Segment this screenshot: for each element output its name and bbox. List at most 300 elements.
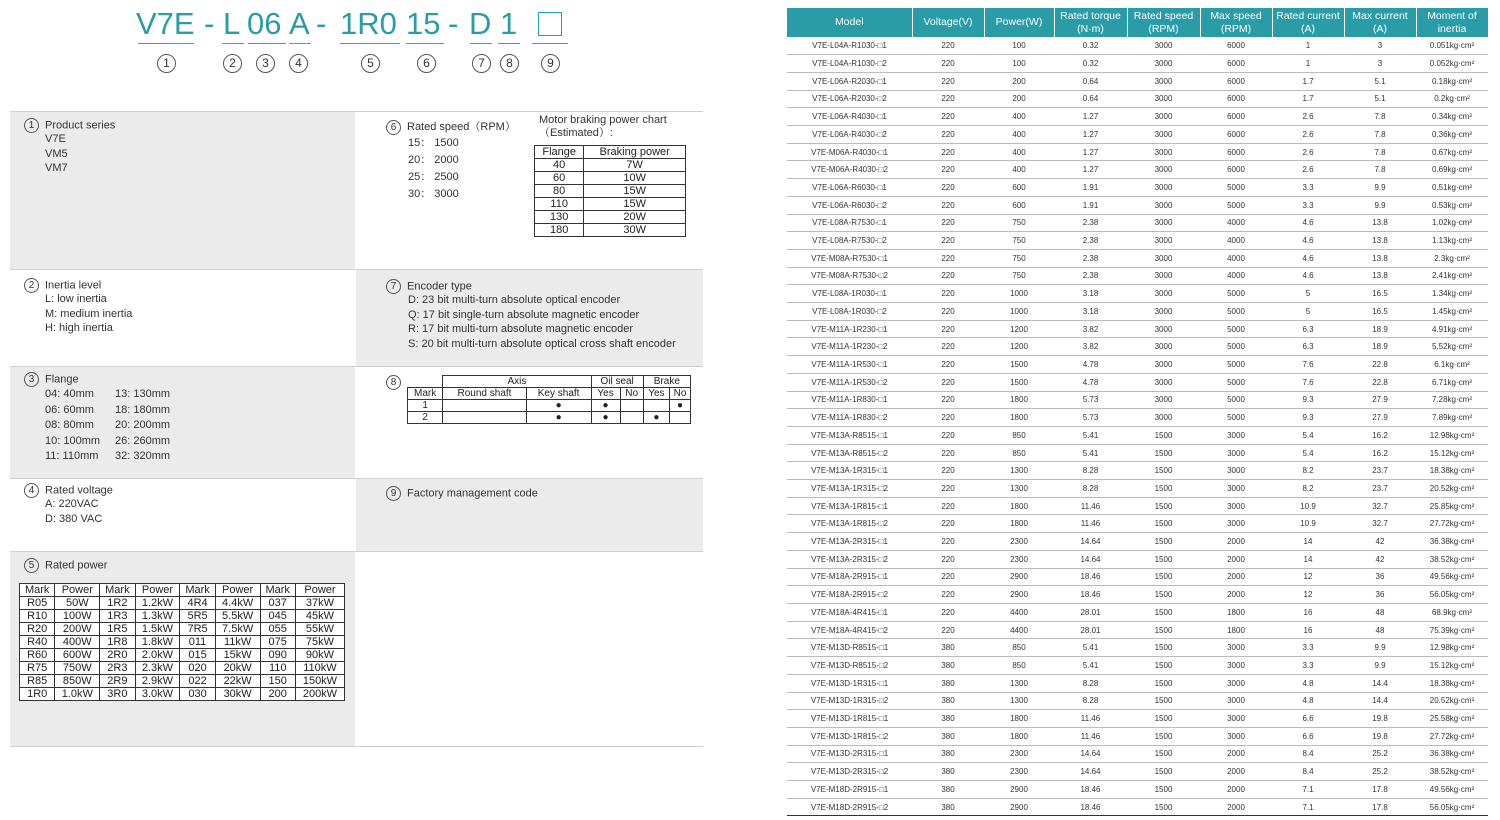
spec-cell: 1.27: [1054, 108, 1127, 126]
power-cell: 45kW: [295, 610, 344, 623]
braking-cell: 20W: [584, 211, 686, 224]
spec-cell: 32.7: [1344, 515, 1416, 533]
spec-cell: 5.1: [1344, 72, 1416, 90]
spec-table-header: [787, 8, 1488, 37]
spec-cell: 3000: [1127, 126, 1200, 144]
power-cell: 22kW: [215, 675, 260, 688]
spec-cell: 6.6: [1272, 727, 1344, 745]
spec-cell: 1000: [984, 285, 1054, 303]
spec-cell: 2.6: [1272, 108, 1344, 126]
power-cell: 020: [180, 662, 215, 675]
spec-cell: 13.8: [1344, 214, 1416, 232]
spec-cell: 7.8: [1344, 108, 1416, 126]
marker-8: 8: [500, 54, 519, 73]
spec-cell: 3.18: [1054, 285, 1127, 303]
options-subheader-cell: No: [670, 388, 691, 400]
flange-item: 11: 110mm: [45, 450, 99, 462]
model-cell: V7E-L08A-R7530-□2: [787, 232, 912, 250]
spec-cell: 220: [912, 214, 984, 232]
flange-item: 10: 100mm: [45, 434, 101, 447]
spec-cell: 1800: [984, 497, 1054, 515]
spec-cell: 3000: [1127, 232, 1200, 250]
spec-cell: 1.27: [1054, 161, 1127, 179]
spec-cell: 220: [912, 409, 984, 427]
braking-cell: 80: [535, 185, 584, 198]
power-cell: 75kW: [295, 636, 344, 649]
spec-cell: 10.9: [1272, 515, 1344, 533]
code-separator: -: [316, 6, 327, 41]
spec-cell: 7.6: [1272, 356, 1344, 374]
braking-cell: 180: [535, 224, 584, 237]
spec-cell: 2.41kg·cm²: [1416, 267, 1488, 285]
spec-cell: 3000: [1200, 710, 1272, 728]
model-cell: V7E-M11A-1R530-□1: [787, 356, 912, 374]
model-cell: V7E-M13D-R8515-□1: [787, 639, 912, 657]
power-cell: 015: [180, 649, 215, 662]
power-header-cell: Power: [55, 584, 100, 597]
spec-table-row: [787, 320, 1488, 338]
spec-cell: 1.7: [1272, 90, 1344, 108]
spec-table-row: [787, 267, 1488, 285]
spec-cell: 220: [912, 604, 984, 622]
spec-cell: 0.18kg·cm²: [1416, 72, 1488, 90]
braking-power-table: [534, 145, 686, 237]
options-cell: 2: [408, 412, 443, 424]
model-cell: V7E-M18D-2R915-□1: [787, 781, 912, 799]
power-cell: 2.0kW: [135, 649, 180, 662]
power-cell: 7R5: [180, 623, 215, 636]
spec-table: [787, 8, 1489, 816]
spec-cell: 1500: [1127, 745, 1200, 763]
spec-cell: 14.64: [1054, 763, 1127, 781]
spec-cell: 27.9: [1344, 409, 1416, 427]
spec-table-row: [787, 692, 1488, 710]
number-badge: 6: [386, 120, 401, 135]
spec-cell: 0.69kg·cm²: [1416, 161, 1488, 179]
product-series-list: [45, 132, 68, 176]
spec-table-row: [787, 108, 1488, 126]
spec-cell: 9.9: [1344, 657, 1416, 675]
spec-cell: 1500: [1127, 727, 1200, 745]
options-subheader-cell: Key shaft: [526, 388, 591, 400]
spec-cell: 850: [984, 639, 1054, 657]
spec-cell: 1500: [1127, 657, 1200, 675]
model-cell: V7E-M06A-R4030-□2: [787, 161, 912, 179]
braking-table-row: [535, 224, 686, 237]
spec-cell: 3000: [1200, 462, 1272, 480]
spec-cell: 220: [912, 303, 984, 321]
spec-cell: 28.01: [1054, 604, 1127, 622]
spec-cell: 3000: [1127, 249, 1200, 267]
options-cell: ●: [591, 412, 620, 424]
spec-cell: 25.85kg·cm²: [1416, 497, 1488, 515]
spec-cell: 12.98kg·cm²: [1416, 639, 1488, 657]
rated-power-label: Rated power: [45, 559, 108, 572]
options-table-body: [408, 400, 691, 424]
spec-cell: 6.1kg·cm²: [1416, 356, 1488, 374]
spec-cell: 18.38kg·cm²: [1416, 462, 1488, 480]
marker-3: 3: [256, 54, 275, 73]
flange-item: 04: 40mm: [45, 388, 94, 400]
spec-cell: 220: [912, 550, 984, 568]
rated-power-title: [24, 558, 107, 573]
spec-header-cell: [984, 8, 1054, 37]
code-separator: -: [204, 6, 215, 41]
options-subheader-cell: Yes: [591, 388, 620, 400]
options-cell: ●: [591, 400, 620, 412]
voltage-title: [24, 483, 113, 498]
encoder-list: [408, 293, 676, 351]
model-cell: V7E-M11A-1R230-□2: [787, 338, 912, 356]
power-cell: 2R9: [100, 675, 135, 688]
power-cell: 4R4: [180, 597, 215, 610]
spec-cell: 3000: [1127, 338, 1200, 356]
spec-cell: 380: [912, 745, 984, 763]
options-group-oil-seal: Oil seal: [591, 376, 643, 388]
options-group-brake: Brake: [643, 376, 690, 388]
spec-cell: 3.3: [1272, 639, 1344, 657]
spec-cell: 68.9kg·cm²: [1416, 604, 1488, 622]
spec-cell: 15.12kg·cm²: [1416, 657, 1488, 675]
spec-cell: 5000: [1200, 320, 1272, 338]
spec-cell: 6000: [1200, 161, 1272, 179]
spec-cell: 42: [1344, 533, 1416, 551]
spec-cell: 14: [1272, 533, 1344, 551]
spec-cell: 9.9: [1344, 179, 1416, 197]
spec-cell: 1200: [984, 320, 1054, 338]
spec-table-row: [787, 303, 1488, 321]
model-cell: V7E-M13D-2R315-□1: [787, 745, 912, 763]
power-cell: 90kW: [295, 649, 344, 662]
spec-cell: 49.56kg·cm²: [1416, 781, 1488, 799]
model-cell: V7E-M18A-4R415-□2: [787, 621, 912, 639]
inertia-title: [24, 278, 101, 293]
model-cell: V7E-M13A-1R815-□1: [787, 497, 912, 515]
spec-cell: 14: [1272, 550, 1344, 568]
power-table-row: [20, 649, 345, 662]
spec-cell: 27.9: [1344, 391, 1416, 409]
spec-header-line: inertia: [1437, 22, 1467, 35]
spec-cell: 4400: [984, 604, 1054, 622]
spec-cell: 220: [912, 72, 984, 90]
spec-cell: 5.1: [1344, 90, 1416, 108]
power-header-cell: Mark: [100, 584, 135, 597]
power-table-body: [20, 597, 345, 701]
spec-cell: 0.2kg·cm²: [1416, 90, 1488, 108]
spec-cell: 3000: [1127, 373, 1200, 391]
spec-cell: 42: [1344, 550, 1416, 568]
power-cell: 55kW: [295, 623, 344, 636]
options-table-row: [408, 412, 691, 424]
power-cell: 090: [260, 649, 295, 662]
options-table: [407, 375, 691, 424]
spec-table-row: [787, 72, 1488, 90]
power-cell: 110: [260, 662, 295, 675]
spec-cell: 2.6: [1272, 126, 1344, 144]
product-series-item: V7E: [45, 133, 66, 145]
model-cell: V7E-M13A-1R315-□1: [787, 462, 912, 480]
spec-cell: 3000: [1127, 391, 1200, 409]
spec-cell: 1800: [984, 727, 1054, 745]
spec-cell: 18.9: [1344, 338, 1416, 356]
power-cell: 2.9kW: [135, 675, 180, 688]
spec-header-line: Max speed: [1210, 9, 1262, 22]
spec-cell: 2000: [1200, 798, 1272, 816]
model-cell: V7E-L06A-R4030-□1: [787, 108, 912, 126]
spec-header-line: (N·m): [1077, 22, 1104, 35]
spec-cell: 1.91: [1054, 196, 1127, 214]
braking-cell: 15W: [584, 185, 686, 198]
spec-cell: 750: [984, 267, 1054, 285]
options-title: [386, 375, 407, 390]
spec-cell: 3000: [1200, 674, 1272, 692]
options-corner-cell: [408, 376, 443, 388]
spec-header-cell: [1127, 8, 1200, 37]
power-cell: 110kW: [295, 662, 344, 675]
spec-header-cell: [1416, 8, 1488, 37]
spec-cell: 1.7: [1272, 72, 1344, 90]
spec-cell: 0.34kg·cm²: [1416, 108, 1488, 126]
model-cell: V7E-M13D-1R815-□1: [787, 710, 912, 728]
rated-speed-item: 30： 3000: [408, 188, 459, 200]
braking-cell: 110: [535, 198, 584, 211]
spec-table-row: [787, 657, 1488, 675]
spec-cell: 380: [912, 781, 984, 799]
spec-cell: 3000: [1127, 72, 1200, 90]
flange-label: Flange: [45, 373, 79, 386]
spec-cell: 25.58kg·cm²: [1416, 710, 1488, 728]
spec-header-line: Rated speed: [1133, 9, 1194, 22]
spec-cell: 5000: [1200, 196, 1272, 214]
spec-cell: 220: [912, 143, 984, 161]
spec-table-row: [787, 763, 1488, 781]
spec-cell: 1500: [1127, 568, 1200, 586]
marker-4: 4: [289, 54, 308, 73]
spec-table-row: [787, 710, 1488, 728]
spec-cell: 1800: [1200, 621, 1272, 639]
spec-cell: 5: [1272, 285, 1344, 303]
power-header-cell: Mark: [180, 584, 215, 597]
spec-table-row: [787, 143, 1488, 161]
spec-cell: 220: [912, 338, 984, 356]
rated-speed-list: [408, 135, 459, 203]
spec-table-row: [787, 515, 1488, 533]
spec-table-row: [787, 426, 1488, 444]
spec-cell: 6000: [1200, 108, 1272, 126]
spec-cell: 1500: [1127, 426, 1200, 444]
spec-cell: 380: [912, 763, 984, 781]
spec-cell: 3.18: [1054, 303, 1127, 321]
voltage-item: D: 380 VAC: [45, 512, 103, 525]
power-header-cell: Power: [135, 584, 180, 597]
spec-cell: 220: [912, 126, 984, 144]
spec-cell: 3000: [1127, 90, 1200, 108]
power-cell: R20: [20, 623, 55, 636]
braking-table-row: [535, 198, 686, 211]
spec-cell: 1500: [1127, 639, 1200, 657]
spec-cell: 1.45kg·cm²: [1416, 303, 1488, 321]
spec-cell: 8.4: [1272, 745, 1344, 763]
model-cell: V7E-M13D-1R815-□2: [787, 727, 912, 745]
spec-cell: 220: [912, 55, 984, 73]
options-cell: [443, 412, 526, 424]
spec-header-cell: [1200, 8, 1272, 37]
model-cell: V7E-M18A-2R915-□2: [787, 586, 912, 604]
spec-cell: 5000: [1200, 409, 1272, 427]
rated-speed-title: [386, 118, 516, 135]
spec-cell: 6000: [1200, 90, 1272, 108]
options-subheader-cell: Mark: [408, 388, 443, 400]
inertia-item: H: high inertia: [45, 322, 113, 334]
spec-cell: 8.28: [1054, 462, 1127, 480]
spec-cell: 3000: [1200, 515, 1272, 533]
spec-cell: 3000: [1127, 108, 1200, 126]
spec-cell: 5.41: [1054, 426, 1127, 444]
spec-cell: 0.64: [1054, 72, 1127, 90]
spec-cell: 2000: [1200, 745, 1272, 763]
braking-header-cell: Flange: [535, 146, 584, 159]
power-cell: 055: [260, 623, 295, 636]
spec-cell: 3000: [1127, 267, 1200, 285]
spec-cell: 2.38: [1054, 249, 1127, 267]
spec-cell: 3.82: [1054, 338, 1127, 356]
spec-cell: 6000: [1200, 143, 1272, 161]
model-cell: V7E-M13D-2R315-□2: [787, 763, 912, 781]
power-cell: 037: [260, 597, 295, 610]
spec-cell: 36: [1344, 586, 1416, 604]
spec-cell: 3: [1344, 37, 1416, 55]
spec-cell: 14.4: [1344, 692, 1416, 710]
spec-cell: 3000: [1127, 196, 1200, 214]
code-segment-option: 1: [500, 6, 518, 41]
spec-cell: 5.4: [1272, 444, 1344, 462]
power-cell: 011: [180, 636, 215, 649]
spec-cell: 6.3: [1272, 320, 1344, 338]
spec-cell: 100: [984, 55, 1054, 73]
spec-cell: 8.2: [1272, 480, 1344, 498]
spec-cell: 18.46: [1054, 568, 1127, 586]
spec-cell: 1500: [1127, 674, 1200, 692]
code-underline: [248, 43, 286, 44]
options-table-row: [408, 400, 691, 412]
spec-cell: 6000: [1200, 55, 1272, 73]
spec-cell: 4.6: [1272, 267, 1344, 285]
spec-table-row: [787, 533, 1488, 551]
encoder-item: S: 20 bit multi-turn absolute optical cross shaft encoder: [408, 337, 676, 350]
divider: [10, 746, 703, 747]
power-cell: 30kW: [215, 688, 260, 701]
spec-cell: 1500: [984, 356, 1054, 374]
spec-cell: 36.38kg·cm²: [1416, 533, 1488, 551]
options-cell: ●: [526, 412, 591, 424]
spec-header-cell: [912, 8, 984, 37]
power-cell: 030: [180, 688, 215, 701]
spec-table-row: [787, 126, 1488, 144]
spec-cell: 7.6: [1272, 373, 1344, 391]
spec-table-row: [787, 55, 1488, 73]
power-cell: 2R3: [100, 662, 135, 675]
power-cell: 045: [260, 610, 295, 623]
spec-cell: 1800: [1200, 604, 1272, 622]
power-table-row: [20, 623, 345, 636]
spec-cell: 220: [912, 373, 984, 391]
spec-cell: 1300: [984, 674, 1054, 692]
braking-cell: 40: [535, 159, 584, 172]
spec-cell: 2300: [984, 745, 1054, 763]
spec-cell: 750: [984, 232, 1054, 250]
options-subheader: [408, 388, 691, 400]
spec-cell: 4.6: [1272, 214, 1344, 232]
model-cell: V7E-L06A-R2030-□2: [787, 90, 912, 108]
power-table-row: [20, 610, 345, 623]
spec-cell: 3000: [1200, 426, 1272, 444]
spec-cell: 200: [984, 72, 1054, 90]
spec-table-row: [787, 462, 1488, 480]
model-cell: V7E-M08A-R7530-□2: [787, 267, 912, 285]
options-cell: [670, 412, 691, 424]
spec-cell: 380: [912, 798, 984, 816]
spec-cell: 5000: [1200, 179, 1272, 197]
braking-table-row: [535, 172, 686, 185]
spec-cell: 220: [912, 515, 984, 533]
spec-cell: 15.12kg·cm²: [1416, 444, 1488, 462]
spec-cell: 0.052kg·cm²: [1416, 55, 1488, 73]
spec-cell: 4400: [984, 621, 1054, 639]
spec-cell: 4000: [1200, 214, 1272, 232]
spec-cell: 1: [1272, 37, 1344, 55]
product-series-item: VM5: [45, 147, 68, 160]
code-underline: [406, 43, 444, 44]
spec-cell: 220: [912, 196, 984, 214]
spec-cell: 2300: [984, 533, 1054, 551]
spec-cell: 5000: [1200, 338, 1272, 356]
spec-cell: 1500: [1127, 781, 1200, 799]
spec-cell: 16.2: [1344, 444, 1416, 462]
rated-power-table: [19, 583, 345, 701]
power-cell: 50W: [55, 597, 100, 610]
model-cell: V7E-M13D-1R315-□1: [787, 674, 912, 692]
spec-cell: 380: [912, 657, 984, 675]
spec-cell: 380: [912, 727, 984, 745]
model-cell: V7E-M18A-2R915-□1: [787, 568, 912, 586]
power-cell: 4.4kW: [215, 597, 260, 610]
options-cell: [620, 400, 643, 412]
marker-2: 2: [223, 54, 242, 73]
spec-table-row: [787, 621, 1488, 639]
power-header-cell: Mark: [260, 584, 295, 597]
spec-table-row: [787, 37, 1488, 55]
power-cell: R05: [20, 597, 55, 610]
spec-cell: 27.72kg·cm²: [1416, 515, 1488, 533]
spec-cell: 18.38kg·cm²: [1416, 674, 1488, 692]
flange-col-2: [115, 387, 170, 465]
spec-cell: 0.32: [1054, 55, 1127, 73]
spec-cell: 3000: [1200, 727, 1272, 745]
model-cell: V7E-M13A-1R815-□2: [787, 515, 912, 533]
power-cell: R10: [20, 610, 55, 623]
spec-cell: 48: [1344, 621, 1416, 639]
spec-header-line: Moment of: [1427, 9, 1477, 22]
power-cell: 200W: [55, 623, 100, 636]
power-cell: 1.0kW: [55, 688, 100, 701]
spec-header-cell: [787, 8, 912, 37]
spec-table-row: [787, 249, 1488, 267]
factory-label: Factory management code: [407, 487, 538, 500]
spec-cell: 1500: [1127, 444, 1200, 462]
options-cell: [643, 400, 669, 412]
spec-cell: 0.64: [1054, 90, 1127, 108]
spec-cell: 4.6: [1272, 232, 1344, 250]
